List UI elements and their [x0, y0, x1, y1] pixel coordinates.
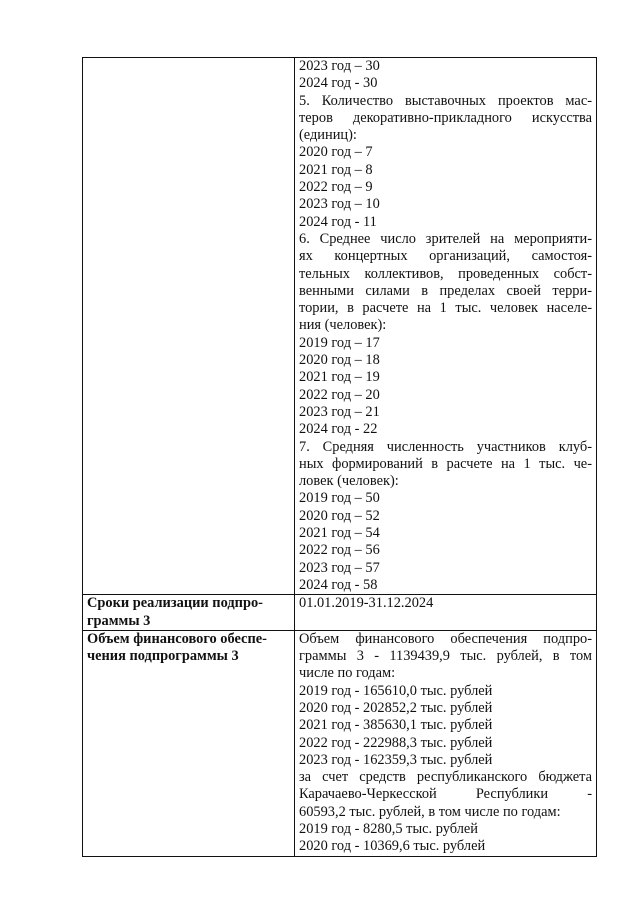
row-value-line: за счет средств республиканского бюджета	[299, 769, 592, 786]
row-value-line: 2020 год – 18	[299, 352, 380, 369]
row-value-line: 2022 год – 56	[299, 542, 380, 559]
table-row-indicators	[83, 58, 597, 595]
row-label-line: чения подпрограммы 3	[87, 648, 239, 665]
table-row-timeline	[83, 595, 597, 631]
row-value-line: 01.01.2019-31.12.2024	[299, 595, 434, 612]
row-value-line: 2019 год – 17	[299, 334, 380, 351]
row-value-line: 2019 год - 8280,5 тыс. рублей	[299, 821, 478, 838]
row-value-line: 5. Количество выставочных проектов мас-	[299, 92, 592, 109]
row-value-cell	[295, 595, 597, 631]
row-label-cell	[83, 595, 295, 631]
row-label-line: Объем финансового обеспе-	[87, 630, 267, 647]
row-value-line: 60593,2 тыс. рублей, в том числе по годам:	[299, 803, 561, 820]
row-value-line: ловек (человек):	[299, 473, 399, 490]
row-value-line: 2020 год – 52	[299, 507, 380, 524]
row-value-line: 2023 год - 162359,3 тыс. рублей	[299, 751, 493, 768]
row-value-line: 2022 год – 9	[299, 179, 373, 196]
row-value-cell	[295, 630, 597, 856]
row-value-line: 2023 год – 21	[299, 403, 380, 420]
row-label-line: Сроки реализации подпро-	[87, 595, 263, 612]
row-value-line: тории, в расчете на 1 тыс. человек населе-	[299, 300, 592, 317]
row-value-line: тельных коллективов, проведенных собст-	[299, 265, 592, 282]
row-value-line: ных формирований в расчете на 1 тыс. че-	[299, 455, 592, 472]
row-label-line: граммы 3	[87, 612, 151, 629]
row-value-line: 2023 год – 57	[299, 559, 380, 576]
row-value-line: 2020 год - 202852,2 тыс. рублей	[299, 699, 493, 716]
row-value-line: 2020 год - 10369,6 тыс. рублей	[299, 838, 486, 855]
row-value-line: 2024 год - 11	[299, 213, 377, 230]
row-value-line: 2022 год – 20	[299, 386, 380, 403]
row-value-line: 2020 год – 7	[299, 144, 373, 161]
row-value-line: 7. Средняя численность участников клуб-	[299, 438, 592, 455]
row-value-line: 2021 год – 8	[299, 161, 373, 178]
row-value-line: теров декоративно-прикладного искусства	[299, 109, 592, 126]
row-value-line: ях концертных организаций, самостоя-	[299, 248, 592, 265]
row-value-line: (единиц):	[299, 127, 357, 144]
row-value-line: 2023 год – 10	[299, 196, 380, 213]
row-value-line: 2024 год - 30	[299, 75, 378, 92]
row-value-line: 2021 год – 19	[299, 369, 380, 386]
row-value-line: венными силами в пределах своей терри-	[299, 282, 592, 299]
row-value-line: граммы 3 - 1139439,9 тыс. рублей, в том	[299, 648, 592, 665]
row-value-line: ния (человек):	[299, 317, 387, 334]
row-value-line: 2021 год – 54	[299, 525, 380, 542]
row-value-line: 2023 год – 30	[299, 58, 380, 74]
row-value-line: 2024 год - 58	[299, 576, 378, 593]
row-value-line: Объем финансового обеспечения подпро-	[299, 630, 592, 647]
row-value-line: 6. Среднее число зрителей на мероприяти-	[299, 230, 592, 247]
row-value-line: 2022 год - 222988,3 тыс. рублей	[299, 734, 493, 751]
subprogram-passport-table	[82, 57, 597, 857]
row-value-line: Карачаево-Черкесской Республики -	[299, 786, 592, 803]
table-row-financing	[83, 630, 597, 856]
row-value-line: 2024 год - 22	[299, 421, 378, 438]
row-value-line: 2019 год - 165610,0 тыс. рублей	[299, 682, 493, 699]
row-label-cell	[83, 58, 295, 595]
row-value-line: 2019 год – 50	[299, 490, 380, 507]
row-value-line: 2021 год - 385630,1 тыс. рублей	[299, 717, 493, 734]
row-value-cell	[295, 58, 597, 595]
row-label-cell	[83, 630, 295, 856]
row-value-line: числе по годам:	[299, 665, 396, 682]
